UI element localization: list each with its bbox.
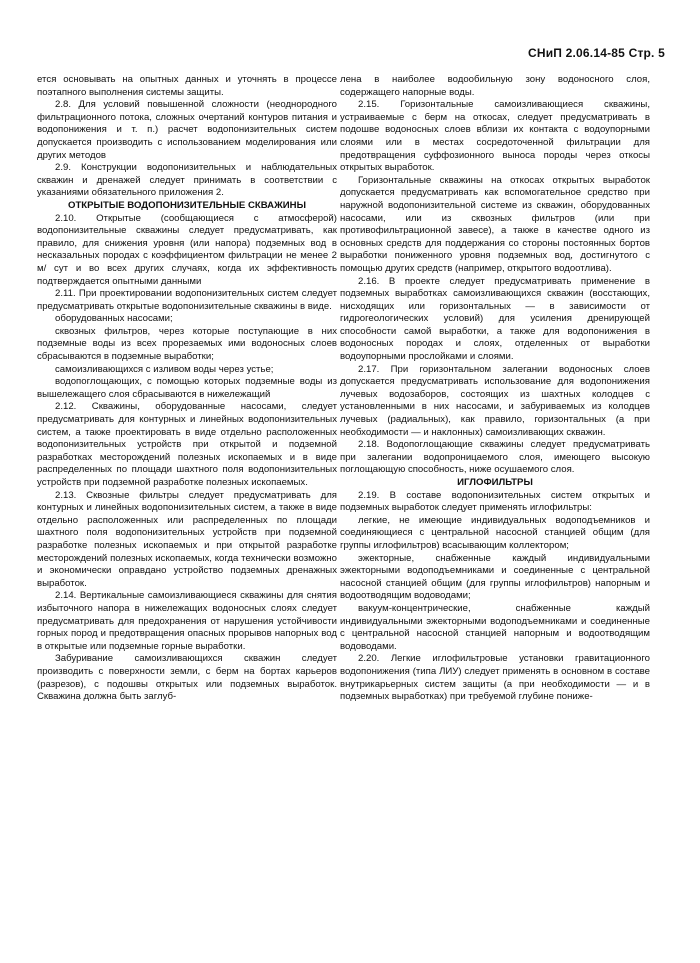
section-heading-wellpoints: ИГЛОФИЛЬТРЫ: [457, 477, 533, 488]
paragraph: етcя основывать на опытных данных и уточнять в процессе поэтапного выполнения системы защиты.: [37, 74, 337, 98]
left-column: [37, 74, 337, 704]
paragraph-2-16: 2.16. В проекте следует предусматривать применение в подземных выработках самоизливающихся скважин (восстающих, нисходящих или горизонтальных — в зависимости от гидрогеологических условий) для усиления дренирующей способности самой выработки, а также для водопонижения в водоносных породах и слоях, отделенных от выработки водоупорными прослойками и слоями.: [340, 275, 650, 363]
paragraph-2-18: 2.18. Водопоглощающие скважины следует предусматривать при залегании водопроницаемого слоя, имеющего высокую поглощающую способность, ниже осушаемого слоя.: [340, 439, 650, 476]
paragraph-2-19: 2.19. В составе водопонизительных систем открытых и подземных выработок следует применять иглофильтры:: [340, 489, 650, 514]
page-number: Стр. 5: [628, 46, 665, 60]
list-item: легкие, не имеющие индивидуальных водоподъемников и соединяющиеся с центральной насосной станцией общим (для группы иглофильтров) всасывающим коллектором;: [340, 514, 650, 551]
paragraph-2-8: 2.8. Для условий повышенной сложности (неоднородного фильтрационного потока, сложных очертаний контуров питания и водопонижения и т. п.) расчет водопонизительных систем допускается производить с использованием моделирования или других методов: [37, 99, 337, 161]
list-item: водопоглощающих, с помощью которых подземные воды из вышележащего слоя сбрасываются в нижележащий: [37, 376, 337, 400]
list-item: вакуум-концентрические, снабженные каждый индивидуальными эжекторными водоподъемниками и соединенные с центральной насосной станцией напорным и водоотводящим водоводами.: [340, 602, 650, 652]
paragraph-2-14: 2.14. Вертикальные самоизливающиеся скважины для снятия избыточного напора в нижележащих водоносных слоях следует предусматривать для предохранения от нарушения устойчивости горных пород и предотвращения опасных прорывов напорных вод в открытые или подземные горные выработки.: [37, 590, 337, 652]
paragraph: лена в наиболее водообильную зону водоносного слоя, содержащего напорные воды.: [340, 74, 650, 98]
list-item: самоизливающихся с изливом воды через устье;: [55, 363, 274, 375]
list-item: эжекторные, снабженные каждый индивидуальными эжекторными водоподъемниками и соединенные с центральной насосной станцией общим (для группы иглофильтров) напорным и водоотводящим водоводами;: [340, 552, 650, 602]
section-heading-open-wells: ОТКРЫТЫЕ ВОДОПОНИЗИТЕЛЬНЫЕ СКВАЖИНЫ: [67, 199, 307, 211]
paragraph-2-11: 2.11. При проектировании водопонизительных систем следует предусматривать открытые водопонизительные скважины в виде.: [37, 288, 337, 312]
list-item: оборудованных насосами;: [55, 313, 173, 325]
paragraph-2-10: 2.10. Открытые (сообщающиеся с атмосферой) водопонизительные скважины следует предусматривать, как правило, для снижения уровня (или напора) подземных вод в несказальных породах с коэффициентом фильтрации не менее 2 м/ сут и во всех других случаях, когда их эффективность подтверждается опытными данными: [37, 212, 337, 287]
document-code: СНиП 2.06.14-85: [527, 46, 626, 60]
paragraph-2-12: 2.12. Скважины, оборудованные насосами, следует предусматривать для контурных и линейных водопонизительных систем, а также проектировать в виде отдельно расположенных водопонизительных устройств при открытой и подземной разработках месторождений полезных ископаемых и в виде распределенных по площади шахтного поля водопонизительных устройств при подземной разработке полезных ископаемых.: [37, 401, 337, 488]
paragraph: Горизонтальные скважины на откосах открытых выработок допускается предусматривать как вспомогательное средство при наружной водопонизительной системе из скважин, оборудованных насосами, или из сквозных фильтров (или при противофильтрационной завесе), а также в качестве одного из основных средств для поддержания со стороны постоянных бортов выработки пониженного уровня подземных вод, достигнутого с помощью других средств (например, открытого водоотлива).: [340, 174, 650, 274]
paragraph-2-15: 2.15. Горизонтальные самоизливающиеся скважины, устраиваемые с берм на откосах, следует предусматривать в подошве водоносных слоев вблизи их контакта с водоупорными слоями или в местах сосредоточенной фильтрации для предотвращения суффозионного выноса породы через откосы открытых выработок.: [340, 99, 650, 174]
right-column: [340, 74, 650, 704]
page-header: [528, 46, 665, 60]
paragraph: Забуривание самоизливающихся скважин следует производить с поверхности земли, с берм на бортах карьеров (разрезов), с подошвы открытых или подземных выработок. Скважина должна быть заглуб-: [37, 653, 337, 703]
paragraph-2-20: 2.20. Легкие иглофильтровые установки гравитационного водопонижения (типа ЛИУ) следует применять в основном в составе внутрикарьерных систем защиты (а при необходимости — и в подземных выработках) при требуемой глубине понижe-: [340, 653, 650, 703]
paragraph-2-17: 2.17. При горизонтальном залегании водоносных слоев допускается предусматривать использование для водопонижения лучевых водозаборов, состоящих из шахтных колодцев с установленными в них насосами, и забуриваемых из колодцев лучевых (радиальных), как правило, горизонтальных (а при необходимости — и наклонных) самоизливающих скважин.: [340, 363, 650, 438]
paragraph-2-9: 2.9. Конструкции водопонизительных и наблюдательных скважин и дренажей следует принимать в соответствии с указаниями обязательного приложения 2.: [37, 162, 337, 199]
paragraph-2-13: 2.13. Сквозные фильтры следует предусматривать для контурных и линейных водопонизительных систем, а также в виде отдельно расположенных или распределенных по площади шахтного поля водопонизительных устройств при подземной разработке полезных ископаемых и при открытой разработке месторождений полезных ископаемых, когда технически возможно и экономически оправдано устройство подземных дренажных выработок.: [37, 489, 337, 589]
list-item: сквозных фильтров, через которые поступающие в них подземные воды из всех прорезаемых ими водоносных слоев сбрасываются в подземные выработки;: [37, 325, 337, 363]
